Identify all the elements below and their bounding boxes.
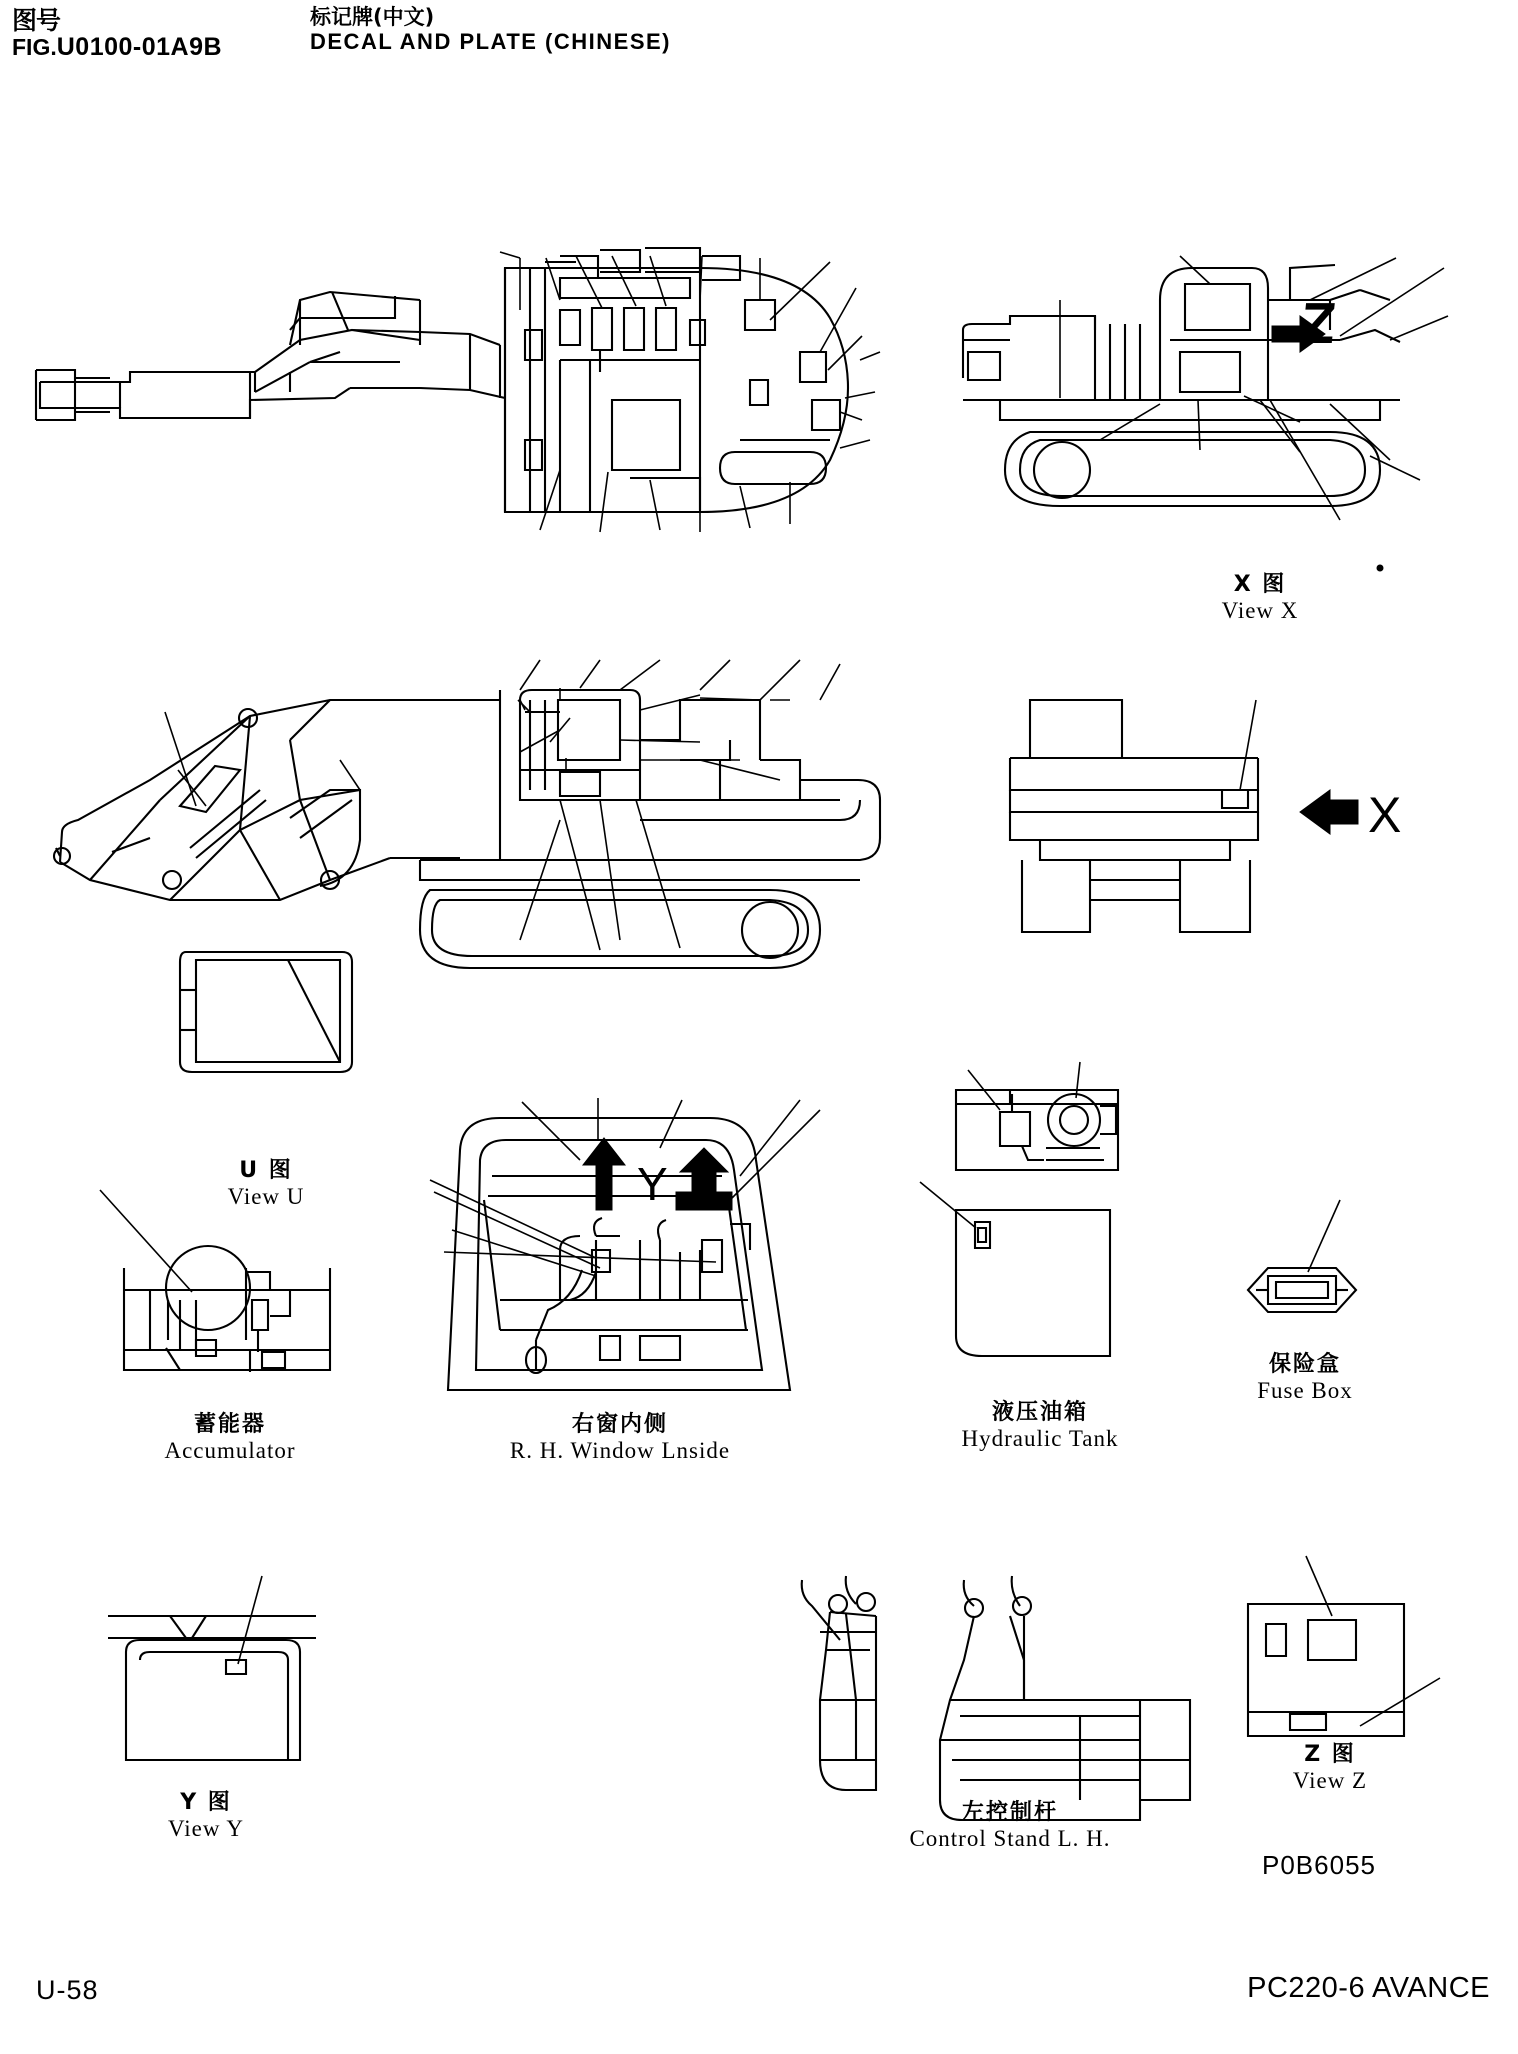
caption-accumulator <box>100 1412 360 1464</box>
control-stand-lh-drawing <box>802 1576 1190 1820</box>
caption-view-z <box>1210 1742 1450 1794</box>
marker-letter-z: Z <box>1296 291 1339 356</box>
rear-view-machine <box>1010 700 1358 932</box>
figure-title-cn: 标记牌(中文) <box>310 5 435 29</box>
side-view-excavator <box>54 660 880 968</box>
caption-rh-window-inside <box>430 1412 810 1464</box>
hydraulic-tank-drawing <box>920 1062 1118 1356</box>
marker-letter-x: X <box>1368 787 1402 843</box>
caption-control-stand-en: Control Stand L. H. <box>909 1826 1111 1851</box>
fig-label-cn: 图号 <box>12 6 61 35</box>
caption-accumulator-en: Accumulator <box>164 1438 296 1463</box>
caption-hydraulic-tank-en: Hydraulic Tank <box>961 1426 1119 1451</box>
fig-number: U0100-01A9B <box>56 33 223 61</box>
accumulator-drawing <box>100 1190 330 1372</box>
drawing-number: P0B6055 <box>1262 1850 1376 1880</box>
caption-control-stand-cn: 左控制杆 <box>961 1800 1058 1825</box>
caption-view-x-cn: X 图 <box>1233 572 1287 597</box>
caption-view-y-cn: Y 图 <box>180 1790 232 1815</box>
caption-view-u <box>146 1158 386 1210</box>
view-z-drawing <box>1248 1556 1440 1736</box>
rh-window-inside-drawing <box>430 1098 820 1390</box>
caption-fuse-box-en: Fuse Box <box>1257 1378 1353 1403</box>
caption-view-z-cn: Z 图 <box>1304 1742 1356 1767</box>
caption-control-stand-lh <box>860 1800 1160 1852</box>
caption-view-x-en: View X <box>1221 598 1299 623</box>
view-y-drawing <box>108 1576 316 1760</box>
fuse-box-drawing <box>1248 1200 1356 1312</box>
caption-view-y <box>86 1790 326 1842</box>
caption-fuse-box <box>1190 1352 1420 1404</box>
view-u-drawing <box>180 952 352 1072</box>
caption-fuse-box-cn: 保险盒 <box>1268 1352 1341 1377</box>
machine-model: PC220-6 AVANCE <box>1247 1972 1490 2004</box>
caption-view-z-en: View Z <box>1292 1768 1368 1793</box>
fig-label-en: FIG. <box>12 34 57 60</box>
page-number: U-58 <box>36 1975 99 2005</box>
caption-view-u-en: View U <box>227 1184 305 1209</box>
caption-view-x <box>1130 572 1390 624</box>
caption-rh-window-cn: 右窗内侧 <box>571 1412 668 1437</box>
caption-hydraulic-tank <box>910 1400 1170 1452</box>
view-x-drawing <box>963 256 1448 571</box>
caption-hydraulic-tank-cn: 液压油箱 <box>991 1400 1088 1425</box>
caption-accumulator-cn: 蓄能器 <box>193 1412 266 1437</box>
marker-letter-y: Y <box>637 1158 668 1210</box>
caption-view-y-en: View Y <box>168 1816 244 1841</box>
figure-title-en: DECAL AND PLATE (CHINESE) <box>310 29 671 54</box>
caption-view-u-cn: U 图 <box>239 1158 293 1183</box>
caption-rh-window-en: R. H. Window Lnside <box>509 1438 731 1463</box>
plan-view-excavator <box>36 248 880 532</box>
